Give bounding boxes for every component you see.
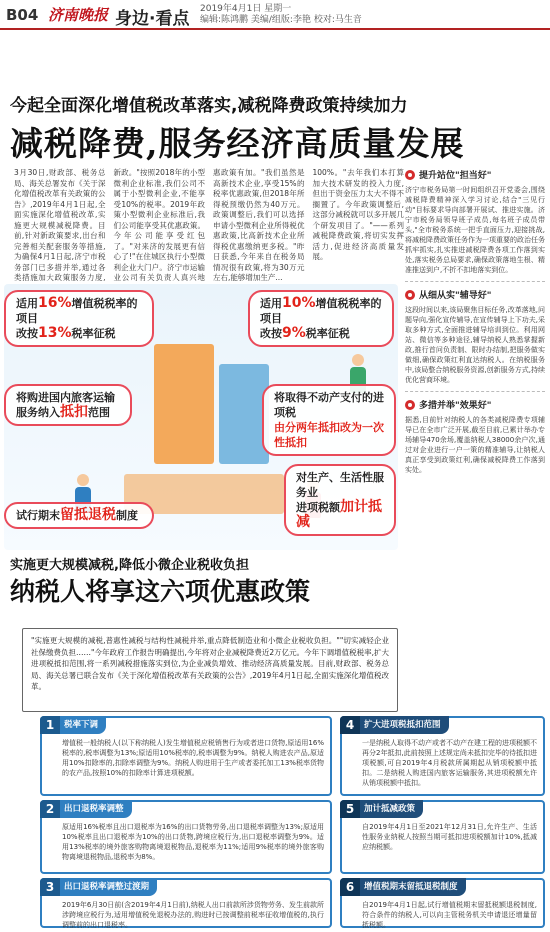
policy-number: 5 bbox=[340, 800, 360, 818]
sidebar-text: 这段时间以来,该局聚焦目标任务,改革落地,问题导向,强化宣传辅导,在宣传辅导上下功夫,采取多种方式,全面推进辅导培训到位。利用网站、微信等多种途径,辅导纳税人熟悉掌握新政,推行首问负责制、限时办结制,把服务做实做细,确保政策红利直达纳税人。在纳税服务中,该局整合纳税服务资源,创新服务方式,持续优化营商环境。 bbox=[405, 306, 545, 384]
sidebar-section bbox=[405, 398, 545, 475]
policy-text: 自2019年4月1日至2021年12月31日,允许生产、生活性服务业纳税人按照当期可抵扣进项税额加计10%,抵减应纳税额。 bbox=[362, 823, 537, 851]
building-graphic bbox=[154, 344, 214, 464]
policy-text: 自2019年4月1日起,试行增值税期末留抵税额退税制度,符合条件的纳税人,可以向主管税务机关申请退还增量留抵税额。 bbox=[362, 901, 537, 929]
story1-kicker: 今起全面深化增值税改革落实,减税降费政策持续加力 bbox=[10, 96, 408, 116]
sidebar-heading: 提升站位"担当好" bbox=[405, 168, 545, 181]
policy-title: 增值税期末留抵退税制度 bbox=[340, 878, 466, 896]
policy-illustration bbox=[4, 284, 398, 550]
sidebar-heading: 从细从实"辅导好" bbox=[405, 288, 545, 301]
policy-box-5 bbox=[340, 800, 545, 874]
newspaper-logo: 济南晚报 bbox=[48, 6, 109, 24]
policy-number: 2 bbox=[40, 800, 60, 818]
banner-rate-9: 适用10%增值税税率的项目 改按9%税率征税 bbox=[248, 290, 394, 347]
masthead bbox=[0, 0, 550, 30]
policy-number: 3 bbox=[40, 878, 60, 896]
policy-box-4 bbox=[340, 716, 545, 796]
story1-col2: 新政。"按照2018年的小型微利企业标准,我们公司不属于小型微利企业,不能享受10%的税率。2019年政策小型微利企业标准后,我们公司能享受其优惠政策。今年公司能享受红包了。"对来济的发展更有信心了!"在住城区执行小型微利企业大门户。济宁市运输业公司有关负责人真兴地 bbox=[113, 168, 205, 282]
story1-body bbox=[14, 168, 404, 280]
policy-box-3 bbox=[40, 878, 332, 928]
policy-text: 原适用16%税率且出口退税率为16%的出口货物劳务,出口退税率调整为13%;原适用10%税率且出口退税率为10%的出口货物,跨境应税行为,出口退税率调整为9%。适用13%税率的境外旅客购物离境退税物品,退税率为11%;适用9%税率的境外旅客购物离境退税物品,退税率为8%。 bbox=[62, 823, 324, 861]
story1-col3: 惠政策有加。"我们虽然是高新技术企业,享受15%的税率优惠政策,但2018年所得税预缴仍然为40万元。政策调整后,我们可以选择申请小型微利企业所得税优惠政策,比高新技术企业所得税优惠缴纳更多税。"昨日获悉,今年来自在税务局情况很有政策,将为30万元左右,能够增加生产... bbox=[213, 168, 305, 282]
bullet-icon bbox=[405, 170, 415, 180]
story2-kicker: 实施更大规模减税,降低小微企业税收负担 bbox=[10, 558, 249, 573]
bullet-icon bbox=[405, 290, 415, 300]
policy-number: 4 bbox=[340, 716, 360, 734]
bullet-icon bbox=[405, 400, 415, 410]
banner-real-estate: 将取得不动产支付的进项税 由分两年抵扣改为一次性抵扣 bbox=[262, 384, 396, 456]
policy-text: 2019年6月30日前(含2019年4月1日前),纳税人出口前款所涉货物劳务、发生前款所涉跨境应税行为,适用增值税免退税办法的,购进时已按调整前税率征收增值税的,执行调整前的出口退税率。 bbox=[62, 901, 324, 929]
story1-col4: 100%。"去年我们本打算加大技术研发的投入力度,但出于资金压力太大不得不搁置了。今年政策调整后,这部分减税就可以多开展几个研发项目了。"——系列减税降费政策,将切实发挥活力,促进经济高质量发展。 bbox=[312, 168, 404, 261]
policy-box-1 bbox=[40, 716, 332, 796]
sidebar-heading: 多措并举"效果好" bbox=[405, 398, 545, 411]
sidebar-section bbox=[405, 168, 545, 275]
policy-text: 一是纳税人取得不动产或者不动产在建工程的进项税额不再分2年抵扣,此前按照上述规定尚未抵扣完毕的待抵扣进项税额,可自2019年4月税款所属期起从销项税额中抵扣。二是纳税人购进国内旅客运输服务,其进项税额允许从销项税额中抵扣。 bbox=[362, 739, 537, 787]
banner-service-deduction: 对生产、生活性服务业 进项税额加计抵减 bbox=[284, 464, 396, 536]
issue-date: 2019年4月1日 星期一 bbox=[200, 4, 292, 14]
story1-headline: 减税降费,服务经济高质量发展 bbox=[10, 124, 465, 163]
sidebar-text: 济宁市税务局第一时间组织召开党委会,围绕减税降费精神深入学习讨论,结合"三见行动"目标要求导向部署开展试、推进实施。济宁市税务局领导班子成员,每名班子成员带头,"全市税务系统一把手直面压力,迎接挑战,将减税降费政策任务作为一项重要的政治任务抓牢抓实,扎实推进减税降费各项工作落到实处,落实税务总局要求,确保政策落地生根、精准推送到户,不折不扣地落实到位。 bbox=[405, 186, 545, 274]
banner-refund-system: 试行期末留抵退税制度 bbox=[4, 502, 154, 529]
sidebar-section bbox=[405, 288, 545, 385]
story1-col1: 3月30日,财政部、税务总局、海关总署发布《关于深化增值税改革有关政策的公告》,2019年4月1日起,全面实施深化增值税改革,实施更大规模减税降费。目前,针对新政策要求,出台和完善相关配套服务等措施,为确保4月1日起,济宁市税务部门已多措并举,通过各类措施加大政策服务力度, bbox=[14, 168, 106, 282]
policy-title: 出口退税率调整过渡期 bbox=[40, 878, 157, 896]
page-number: B04 bbox=[6, 6, 39, 24]
policy-title: 出口退税率调整 bbox=[40, 800, 132, 818]
policy-title: 加计抵减政策 bbox=[340, 800, 423, 818]
banner-passenger-transport: 将购进国内旅客运输服务纳入抵扣范围 bbox=[4, 384, 132, 426]
sidebar bbox=[405, 168, 545, 481]
banner-rate-13: 适用16%增值税税率的项目 改按13%税率征税 bbox=[4, 290, 154, 347]
story2-headline: 纳税人将享这六项优惠政策 bbox=[10, 577, 311, 606]
sidebar-text: 据悉,目前针对纳税人的各类减税降费专项辅导已在全市广泛开展,截至目前,已累计举办专场辅导470余场,覆盖纳税人38000余户次,通过对企业进行一户一策的精准辅导,让纳税人真正享受到政策红利,确保减税降费工作落到实处。 bbox=[405, 416, 545, 474]
story2-lead: "实施更大规模的减税,普惠性减税与结构性减税并举,重点降低制造业和小微企业税收负担。""切实减轻企业社保缴费负担……"今年政府工作报告明确提出,今年将对企业减税降费近2万亿元。今年下调增值税税率,扩大进项税抵扣范围,将一系列减税措施落实到位,为企业减负增效、推动经济高质量发展。目前,财政部、税务总局、海关总署已联合发布《关于深化增值税改革有关政策的公告》,2019年4月1日起,全面实施深化增值税改革。 bbox=[22, 628, 398, 712]
section-title: 身边·看点 bbox=[115, 9, 190, 29]
policy-number: 6 bbox=[340, 878, 360, 896]
editor-credits: 编辑:陈鸿鹏 美编/组版:李艳 校对:马生音 bbox=[200, 15, 362, 25]
policy-title: 扩大进项税抵扣范围 bbox=[340, 716, 449, 734]
policy-text: 增值税一般纳税人(以下称纳税人)发生增值税应税销售行为或者进口货物,原适用16%税率的,税率调整为13%;原适用10%税率的,税率调整为9%。纳税人购进农产品,原适用10%扣除率的,扣除率调整为9%。纳税人购进用于生产或者委托加工13%税率货物的农产品,按照10%的扣除率计算进项税额。 bbox=[62, 739, 324, 777]
policy-box-6 bbox=[340, 878, 545, 928]
policy-box-2 bbox=[40, 800, 332, 874]
policy-title: 税率下调 bbox=[40, 716, 106, 734]
issue-meta bbox=[200, 4, 400, 26]
policy-number: 1 bbox=[40, 716, 60, 734]
